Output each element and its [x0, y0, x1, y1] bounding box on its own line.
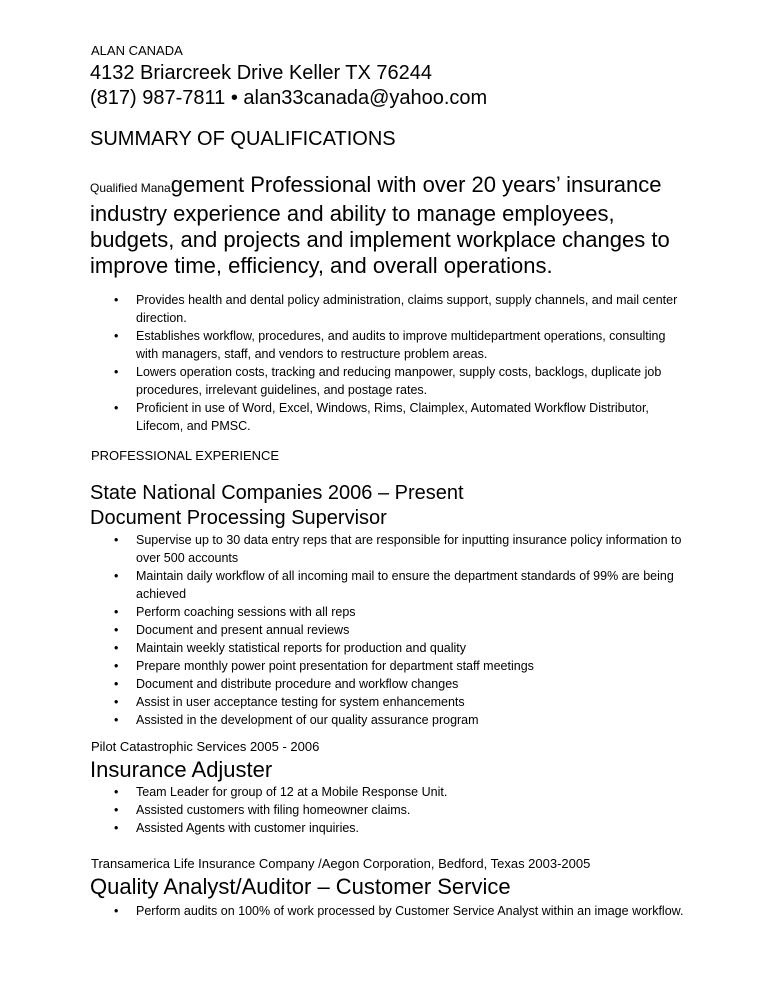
list-item-text: Assisted customers with filing homeowner claims.	[136, 803, 411, 817]
list-item-text: Maintain daily workflow of all incoming mail to ensure the department standards of 99% are being achieved	[136, 569, 674, 601]
bullet-icon: •	[114, 677, 119, 691]
bullet-icon: •	[114, 569, 119, 583]
list-item	[90, 291, 680, 327]
job-title: Insurance Adjuster	[90, 757, 273, 782]
experience-heading: PROFESSIONAL EXPERIENCE	[91, 448, 280, 463]
bullet-icon: •	[114, 401, 119, 415]
bullet-icon: •	[114, 605, 119, 619]
list-item	[90, 693, 690, 711]
job-title: Document Processing Supervisor	[90, 507, 387, 529]
bullet-icon: •	[114, 623, 119, 637]
list-item	[90, 567, 690, 603]
applicant-name: ALAN CANADA	[91, 43, 183, 58]
list-item	[90, 902, 690, 920]
list-item	[90, 783, 690, 801]
bullet-icon: •	[114, 641, 119, 655]
list-item-text: Perform coaching sessions with all reps	[136, 605, 356, 619]
list-item-text: Assisted Agents with customer inquiries.	[136, 821, 360, 835]
list-item-text: Establishes workflow, procedures, and audits to improve multidepartment operations, consulting with managers, staff, and vendors to restructure problem areas.	[136, 329, 666, 361]
summary-paragraph	[90, 172, 690, 279]
list-item	[90, 711, 690, 729]
job-bullet-list	[90, 902, 690, 920]
bullet-icon: •	[114, 533, 119, 547]
list-item-text: Provides health and dental policy administration, claims support, supply channels, and mail center direction.	[136, 293, 678, 325]
bullet-icon: •	[114, 659, 119, 673]
list-item-text: Assist in user acceptance testing for system enhancements	[136, 695, 465, 709]
list-item	[90, 603, 690, 621]
list-item	[90, 657, 690, 675]
street-address: 4132 Briarcreek Drive Keller TX 76244	[90, 62, 433, 84]
contact-line: (817) 987-7811 • alan33canada@yahoo.com	[90, 87, 488, 109]
bullet-icon: •	[114, 365, 119, 379]
bullet-icon: •	[114, 803, 119, 817]
job-bullet-list	[90, 531, 690, 729]
list-item	[90, 363, 680, 399]
list-item	[90, 675, 690, 693]
job-company: Transamerica Life Insurance Company /Aegon Corporation, Bedford, Texas 2003-2005	[91, 856, 591, 871]
job-company: State National Companies 2006 – Present	[90, 482, 464, 504]
list-item-text: Prepare monthly power point presentation for department staff meetings	[136, 659, 534, 673]
list-item-text: Maintain weekly statistical reports for production and quality	[136, 641, 467, 655]
summary-intro-large: gement Professional with over 20 years’ insurance industry experience and ability to manage employees, budgets, and projects and implement workplace changes to improve time, efficiency, and overall operations.	[90, 172, 670, 278]
list-item	[90, 327, 680, 363]
list-item	[90, 801, 690, 819]
list-item-text: Document and distribute procedure and workflow changes	[136, 677, 459, 691]
summary-heading: SUMMARY OF QUALIFICATIONS	[90, 128, 396, 150]
list-item	[90, 639, 690, 657]
job-company: Pilot Catastrophic Services 2005 - 2006	[91, 739, 320, 754]
bullet-icon: •	[114, 821, 119, 835]
bullet-icon: •	[114, 329, 119, 343]
list-item-text: Document and present annual reviews	[136, 623, 350, 637]
list-item-text: Team Leader for group of 12 at a Mobile Response Unit.	[136, 785, 448, 799]
list-item-text: Proficient in use of Word, Excel, Windows, Rims, Claimplex, Automated Workflow Distributor, Lifecom, and PMSC.	[136, 401, 649, 433]
list-item-text: Perform audits on 100% of work processed by Customer Service Analyst within an image workflow.	[136, 904, 684, 918]
summary-intro-small: Qualified Mana	[90, 181, 171, 195]
list-item	[90, 819, 690, 837]
job-bullet-list	[90, 783, 690, 837]
bullet-icon: •	[114, 695, 119, 709]
list-item-text: Assisted in the development of our quality assurance program	[136, 713, 479, 727]
bullet-icon: •	[114, 293, 119, 307]
list-item-text: Lowers operation costs, tracking and reducing manpower, supply costs, backlogs, duplicate job procedures, irrelevant guidelines, and postage rates.	[136, 365, 662, 397]
list-item-text: Supervise up to 30 data entry reps that are responsible for inputting insurance policy information to over 500 accounts	[136, 533, 682, 565]
job-title: Quality Analyst/Auditor – Customer Service	[90, 874, 511, 899]
list-item	[90, 531, 690, 567]
list-item	[90, 621, 690, 639]
bullet-icon: •	[114, 785, 119, 799]
bullet-icon: •	[114, 904, 119, 918]
bullet-icon: •	[114, 713, 119, 727]
summary-bullet-list	[90, 291, 680, 435]
list-item	[90, 399, 680, 435]
